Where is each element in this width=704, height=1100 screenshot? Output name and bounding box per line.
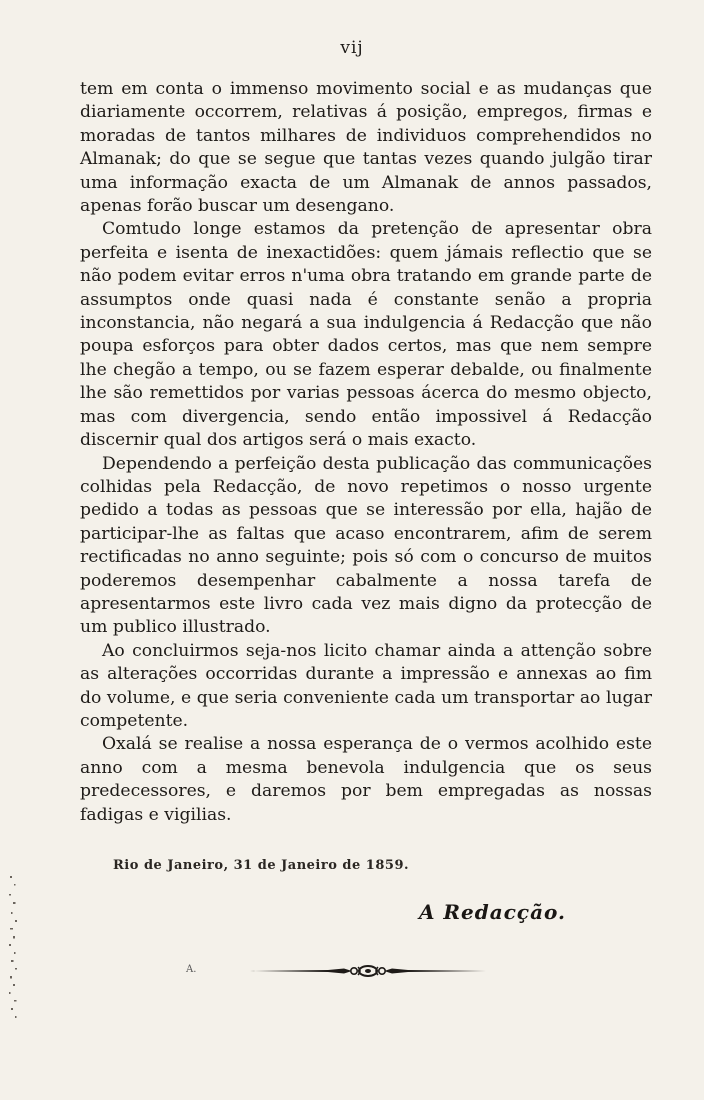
paragraph-continuation: tem em conta o immenso movimento social e as mudanças que diariamente occorrem, relativas á posição, empregos, firmas e moradas de tantos milhares de individuos comprehendidos no Almanak; do que se segue que tantas vezes quando julgão tirar uma informação exacta de um Almanak de annos passados, apenas forão buscar um desengano. — [80, 79, 652, 217]
signature: A Redacção. — [418, 900, 566, 924]
margin-specks-decoration — [4, 872, 22, 1022]
paragraph-ao-concluirmos: Ao concluirmos seja-nos licito chamar ainda a attenção sobre as alterações occorridas durante a impressão e annexas ao fim do volume, e que seria conveniente cada um transportar ao lugar competente. — [80, 640, 652, 731]
paragraph-dependendo: Dependendo a perfeição desta publicação das communicações colhidas pela Redacção, de novo repetimos o nosso urgente pedido a todas as pessoas que se interessão por ella, hajão de participar-lhe as faltas que acaso encontrarem, afim de serem rectificadas no anno seguinte; pois só com o concurso de muitos poderemos desempenhar cabalmente a nossa tarefa de apresentarmos este livro cada vez mais digno da protecção de um publico illustrado. — [80, 453, 652, 638]
stray-mark: A. — [186, 964, 197, 975]
dateline: Rio de Janeiro, 31 de Janeiro de 1859. — [113, 858, 410, 873]
page-number: vij — [340, 38, 364, 58]
paragraph-comtudo: Comtudo longe estamos da pretenção de apresentar obra perfeita e isenta de inexactidões: quem jámais reflectio que se não podem evitar erros n'uma obra tratando em grande parte de assumptos onde quasi nada é constante senão a propria inconstancia, não negará a sua indulgencia á Redacção que não poupa esforços para obter dados certos, mas que nem sempre lhe chegão a tempo, ou se fazem esperar debalde, ou finalmente lhe são remettidos por varias pessoas ácerca do mesmo objecto, mas com divergencia, sendo então impossivel á Redacção discernir qual dos artigos será o mais exacto. — [80, 219, 652, 451]
body-text — [80, 78, 652, 827]
ornament-divider-icon — [248, 964, 488, 978]
paragraph-oxala: Oxalá se realise a nossa esperança de o vermos acolhido este anno com a mesma benevola indulgencia que os seus predecessores, e daremos por bem empregadas as nossas fadigas e vigilias. — [80, 734, 652, 825]
